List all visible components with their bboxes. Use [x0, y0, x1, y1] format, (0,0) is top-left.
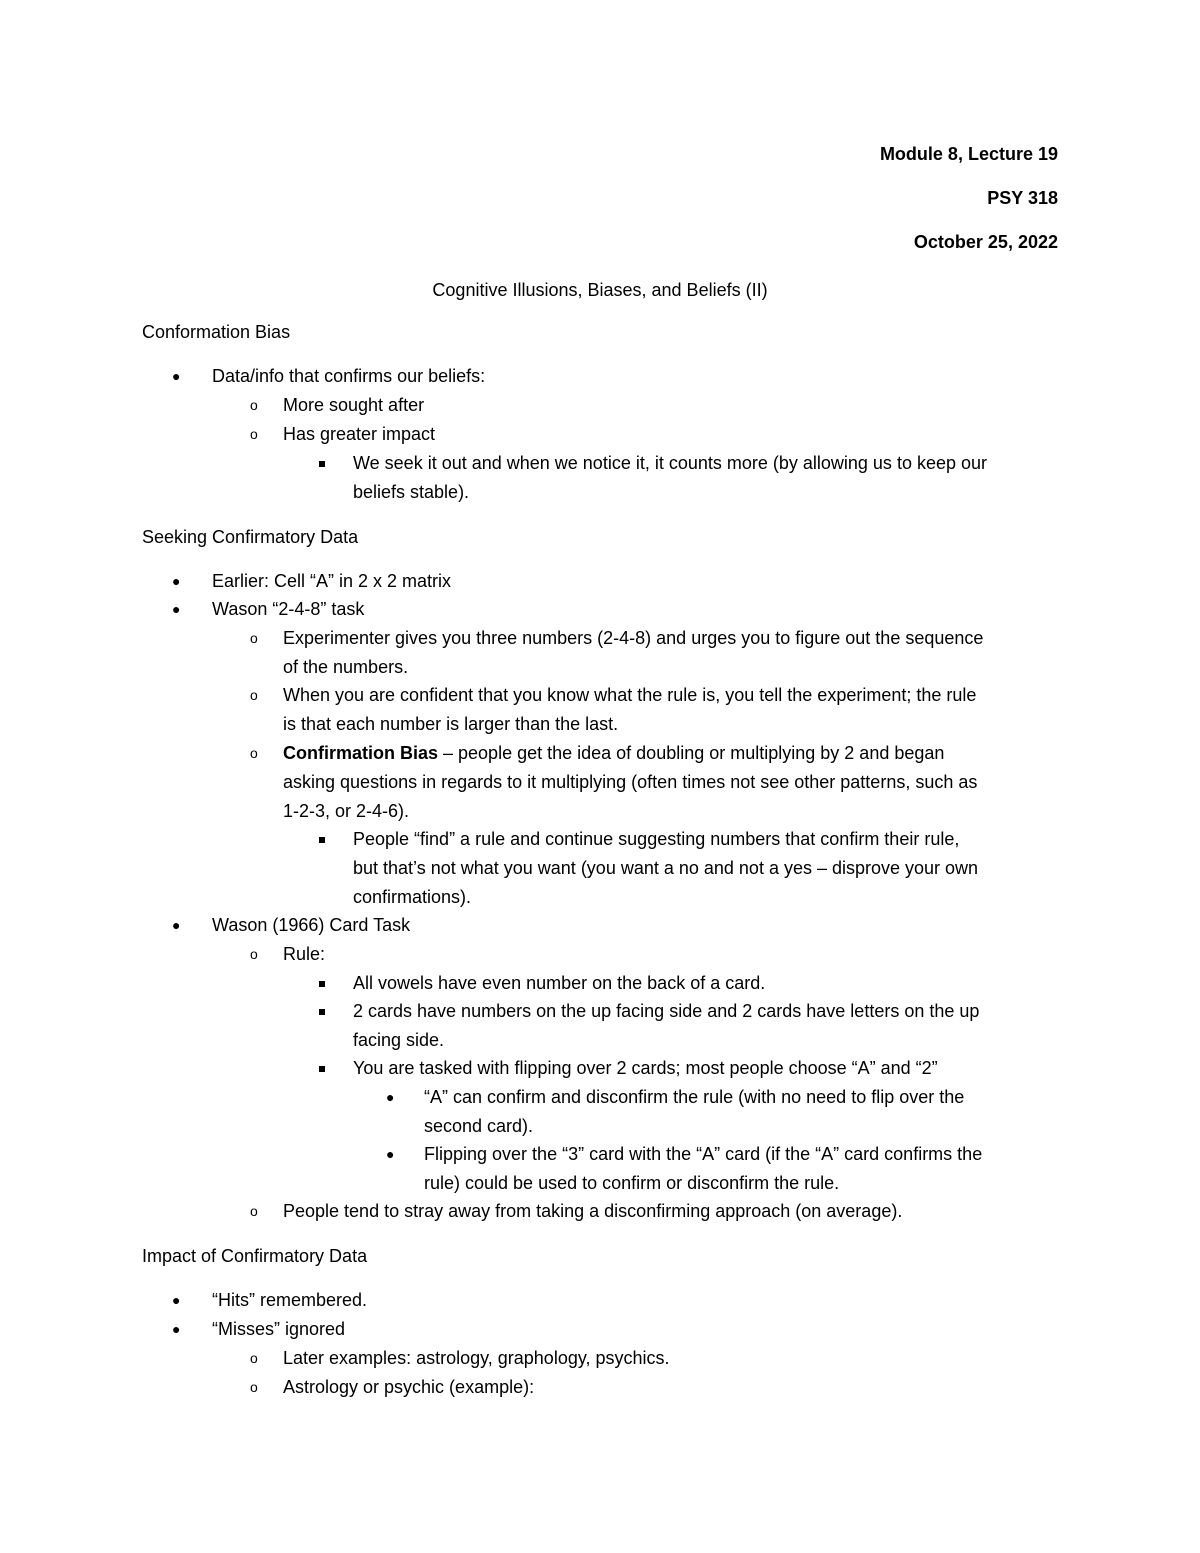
list-item: “Hits” remembered. [212, 1290, 368, 1310]
bullet-icon: ● [172, 1292, 181, 1308]
list-item: Later examples: astrology, graphology, psychics. [283, 1348, 670, 1368]
bullet-icon: ● [386, 1089, 395, 1105]
list-item-continued: 1-2-3, or 2-4-6). [283, 801, 410, 821]
list-item: Experimenter gives you three numbers (2-4-8) and urges you to figure out the sequence [283, 628, 984, 648]
circle-bullet-icon: o [250, 1379, 258, 1395]
date-header: October 25, 2022 [913, 232, 1058, 252]
list-item-continued: of the numbers. [283, 657, 409, 677]
list-item-continued: second card). [424, 1116, 534, 1136]
list-item: People tend to stray away from taking a disconfirming approach (on average). [283, 1201, 903, 1221]
circle-bullet-icon: o [250, 426, 258, 442]
list-item: Rule: [283, 944, 326, 964]
list-item-continued: but that’s not what you want (you want a no and not a yes – disprove your own [353, 858, 979, 878]
circle-bullet-icon: o [250, 745, 258, 761]
circle-bullet-icon: o [250, 630, 258, 646]
list-item: Wason (1966) Card Task [212, 915, 411, 935]
course-header: PSY 318 [987, 188, 1058, 208]
list-item: More sought after [283, 395, 425, 415]
bullet-icon: ● [172, 601, 181, 617]
list-item: All vowels have even number on the back of a card. [353, 973, 766, 993]
list-item [283, 739, 944, 767]
list-item: We seek it out and when we notice it, it counts more (by allowing us to keep our [353, 453, 987, 473]
list-item: “Misses” ignored [212, 1319, 346, 1339]
list-item: Has greater impact [283, 424, 436, 444]
list-item-continued: facing side. [353, 1030, 445, 1050]
square-bullet-icon [319, 981, 325, 987]
list-item: When you are confident that you know what the rule is, you tell the experiment; the rule [283, 685, 977, 705]
list-item: Earlier: Cell “A” in 2 x 2 matrix [212, 571, 452, 591]
list-item: Data/info that confirms our beliefs: [212, 366, 486, 386]
bullet-icon: ● [172, 1321, 181, 1337]
circle-bullet-icon: o [250, 946, 258, 962]
list-item-continued: rule) could be used to confirm or disconfirm the rule. [424, 1173, 840, 1193]
list-item: Wason “2-4-8” task [212, 599, 365, 619]
list-item: “A” can confirm and disconfirm the rule (with no need to flip over the [424, 1087, 965, 1107]
square-bullet-icon [319, 837, 325, 843]
section-heading-conformation-bias: Conformation Bias [142, 322, 291, 342]
circle-bullet-icon: o [250, 1203, 258, 1219]
section-heading-seeking-confirmatory-data: Seeking Confirmatory Data [142, 527, 359, 547]
square-bullet-icon [319, 1066, 325, 1072]
square-bullet-icon [319, 1009, 325, 1015]
document-title: Cognitive Illusions, Biases, and Beliefs (II) [432, 280, 768, 300]
confirmation-bias-term: Confirmation Bias [283, 743, 439, 763]
section-heading-impact-of-confirmatory-data: Impact of Confirmatory Data [142, 1246, 368, 1266]
list-item: Astrology or psychic (example): [283, 1377, 535, 1397]
list-item: 2 cards have numbers on the up facing side and 2 cards have letters on the up [353, 1001, 980, 1021]
bullet-icon: ● [172, 573, 181, 589]
circle-bullet-icon: o [250, 1350, 258, 1366]
bullet-icon: ● [386, 1146, 395, 1162]
square-bullet-icon [319, 461, 325, 467]
bullet-icon: ● [172, 368, 181, 384]
circle-bullet-icon: o [250, 397, 258, 413]
list-item-continued: confirmations). [353, 887, 472, 907]
list-item: You are tasked with flipping over 2 cards; most people choose “A” and “2” [353, 1058, 938, 1078]
list-item: People “find” a rule and continue suggesting numbers that confirm their rule, [353, 829, 960, 849]
list-item-continued: asking questions in regards to it multiplying (often times not see other patterns, such as [283, 772, 978, 792]
module-lecture-header: Module 8, Lecture 19 [879, 144, 1058, 164]
list-item-continued: is that each number is larger than the last. [283, 714, 619, 734]
confirmation-bias-text: – people get the idea of doubling or multiplying by 2 and began [438, 743, 945, 763]
list-item: Flipping over the “3” card with the “A” card (if the “A” card confirms the [424, 1144, 983, 1164]
list-item-continued: beliefs stable). [353, 482, 470, 502]
bullet-icon: ● [172, 917, 181, 933]
circle-bullet-icon: o [250, 687, 258, 703]
